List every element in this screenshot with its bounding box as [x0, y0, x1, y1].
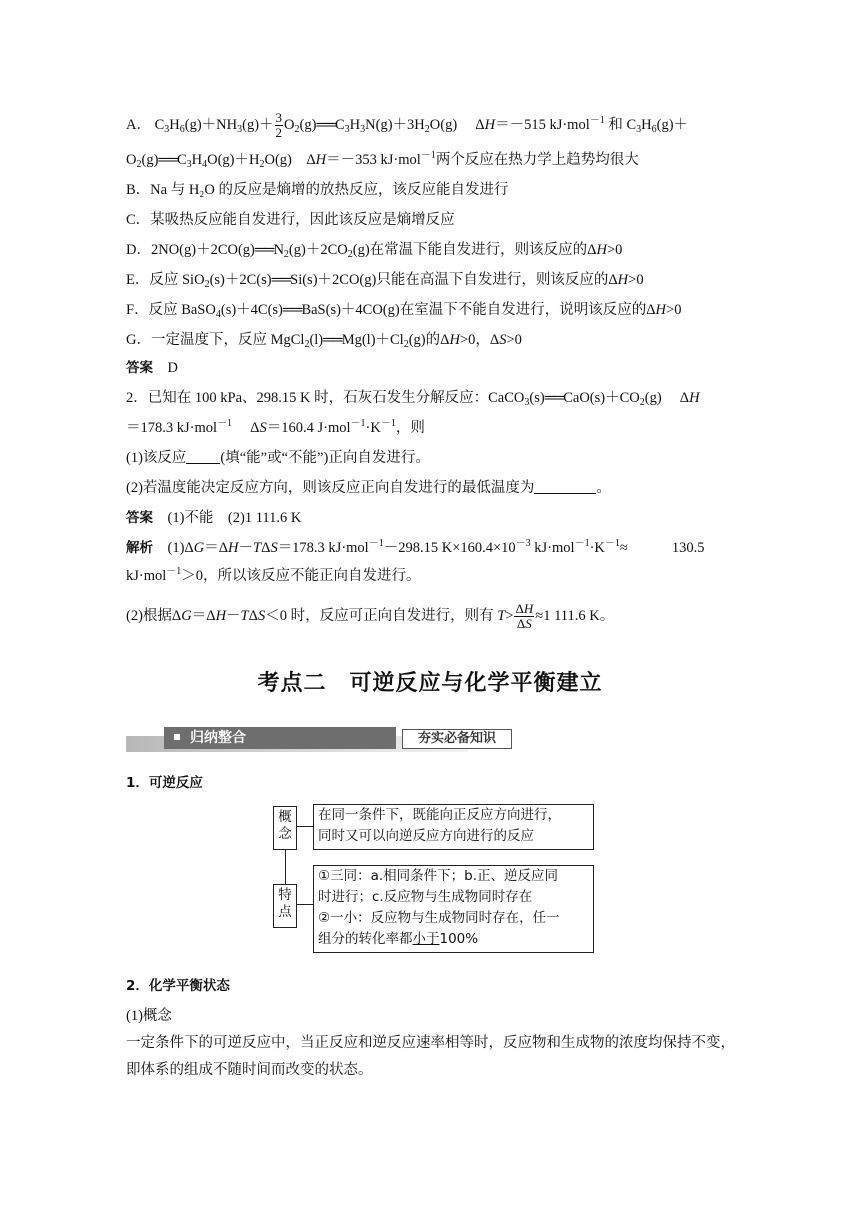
concept-tag-text: 概念: [278, 809, 292, 842]
feature-line-3: ②一小：反应物与生成物同时存在，任一: [318, 910, 560, 926]
option-b: B．Na 与 H₂O 的反应是熵增的放热反应，该反应能自发进行: [126, 182, 509, 198]
blank-2: [534, 479, 596, 494]
question-2-sub2: [126, 478, 611, 498]
option-a-line2: $O_2(g)══C_3H_4O(g)+H_2O(g)$ ΔH＝－353 kJ·mol$^{-1}$两个反应在热力学上趋势均很大: [126, 150, 639, 170]
section-title: 考点二 可逆反应与化学平衡建立: [257, 671, 603, 696]
feature-line-2: 时进行；c.反应物与生成物同时存在: [318, 889, 533, 905]
diagram-connector-bottom: [297, 904, 313, 905]
option-f-label: F．反应: [126, 302, 178, 318]
feature-line-4: [318, 929, 593, 950]
feature-line-1: ①三同：a.相同条件下；b.正、逆反应同: [318, 868, 559, 884]
answer-label: 答案: [126, 510, 153, 526]
answer-value: (1)不能 (2)1 111.6 K: [167, 510, 302, 526]
item-2-subtitle: (1)概念: [126, 1008, 172, 1024]
analysis-line2-tail: ＞0，所以该反应不能正向自发进行。: [181, 568, 421, 584]
answer-2: [126, 508, 301, 528]
item-2-title: 2．化学平衡状态: [126, 978, 230, 994]
answer-1: [126, 358, 178, 378]
feature-line-4-underlined: 小于: [412, 931, 440, 947]
feature-line-4-tail: 100%: [439, 931, 479, 947]
blank-1: [186, 449, 220, 464]
option-a-line1: [126, 111, 688, 140]
banner-right-label: 夯实必备知识: [402, 729, 512, 749]
option-f: F．反应 BaSO$_4$(s)＋4C(s)══BaS(s)＋4CO(g)在室温下不能自发进行，说明该反应的ΔH>0: [126, 302, 682, 320]
answer-label: 答案: [126, 360, 153, 376]
banner-left-text: 归纳整合: [190, 730, 246, 746]
option-d-label: D．: [126, 242, 151, 258]
q2-sub1-text: (1)该反应: [126, 450, 187, 466]
concept-line-2: 同时又可以向逆反应方向进行的反应: [318, 828, 534, 844]
analysis-line3-mid: ＜0 时，反应可正向自发进行，则有: [265, 607, 494, 624]
option-d: D．$2NO(g)+2CO(g)══N_2(g)+2CO_2(g)$在常温下能自发进行，则该反应的ΔH>0: [126, 242, 623, 260]
q2-sub2-end: 。: [596, 480, 611, 496]
option-g-label: G．一定温度下，反应: [126, 332, 267, 348]
feature-tag: [273, 884, 297, 928]
option-g: G．一定温度下，反应 $MgCl_2(l)══Mg(l)+Cl_2(g)$的ΔH>0，ΔS>0: [126, 332, 522, 350]
analysis-line3: (2)根据ΔG＝ΔH－TΔS＜0 时，反应可正向自发进行，则有 T> $\frac{\Delta H}{\Delta S}$ ≈1 111.6 K。: [126, 601, 615, 631]
q2-sub1-rest: (填“能”或“不能”)正向自发进行。: [220, 450, 430, 466]
item-1-title: 1．可逆反应: [126, 775, 203, 791]
item-2-paragraph: 一定条件下的可逆反应中，当正反应和逆反应速率相等时，反应物和生成物的浓度均保持不变，即体系的组成不随时间而改变的状态。: [126, 1035, 735, 1078]
square-bullet-icon: [174, 734, 180, 740]
fraction-dh-ds: $\frac{\Delta H}{\Delta S}$: [515, 601, 534, 631]
diagram-connector-vertical: [285, 846, 286, 884]
question-2-line2: ＝178.3 kJ·mol$^{-1}$ ΔS＝160.4 $J\cdot mol^{-1}\cdot K^{-1}$，则: [126, 418, 425, 436]
q2-sub2-text: (2)若温度能决定反应方向，则该反应正向自发进行的最低温度为: [126, 480, 535, 496]
answer-value: D: [167, 360, 178, 376]
option-e: E．反应 SiO$_2$(s)＋2C(s)══Si(s)＋2CO(g)只能在高温下自发进行，则该反应的ΔH>0: [126, 272, 644, 290]
section-banner: [126, 727, 496, 751]
feature-line-4-head: 组分的转化率都: [318, 931, 413, 947]
analysis-line2: kJ·mol$^{-1}$＞0，所以该反应不能正向自发进行。: [126, 566, 421, 584]
diagram-connector-top: [297, 826, 313, 827]
analysis-line3-tail: ≈1 111.6 K。: [535, 607, 615, 624]
concept-box: [313, 804, 594, 850]
option-a-equation: $C_3H_6(g)+NH_3(g)+$ $\frac{3}{2}$ $O_2(g)══C_3H_3N(g)+3H_2O(g)$ ΔH＝－515 kJ·mol$^{-1}$ 和 $C_3H_6(g)+$: [154, 110, 689, 140]
concept-line-1: 在同一条件下，既能向正反应方向进行，: [318, 807, 561, 823]
fraction-3-2: $\frac{3}{2}$: [275, 110, 283, 140]
option-a-label: A．: [126, 116, 151, 133]
analysis-line1: 解析 (1)ΔG＝ΔH－TΔS＝178.3 kJ·mol$^{-1}$－298.15 $K\times 160.4\times 10^{-3}$ $kJ\cdot mol^{-1}\cdot K^{-1}\approx 130.5$: [126, 538, 705, 556]
feature-tag-text: 特点: [278, 887, 292, 920]
question-2-sub1: [126, 448, 430, 468]
analysis-line3-head: (2)根据: [126, 607, 172, 624]
analysis-label: 解析: [126, 540, 153, 556]
feature-box: [313, 865, 594, 953]
question-2-label: 2．已知在 100 kPa、298.15 K 时，石灰石发生分解反应：: [126, 390, 489, 406]
concept-tag: [273, 806, 297, 850]
option-c: C．某吸热反应能自发进行，因此该反应是熵增反应: [126, 212, 455, 228]
banner-left-label: [170, 728, 300, 748]
option-e-label: E．反应: [126, 272, 179, 288]
question-2-line1: 2．已知在 100 kPa、298.15 K 时，石灰石发生分解反应：$CaCO_3(s)══CaO(s)+CO_2(g)$ ΔH: [126, 390, 700, 408]
